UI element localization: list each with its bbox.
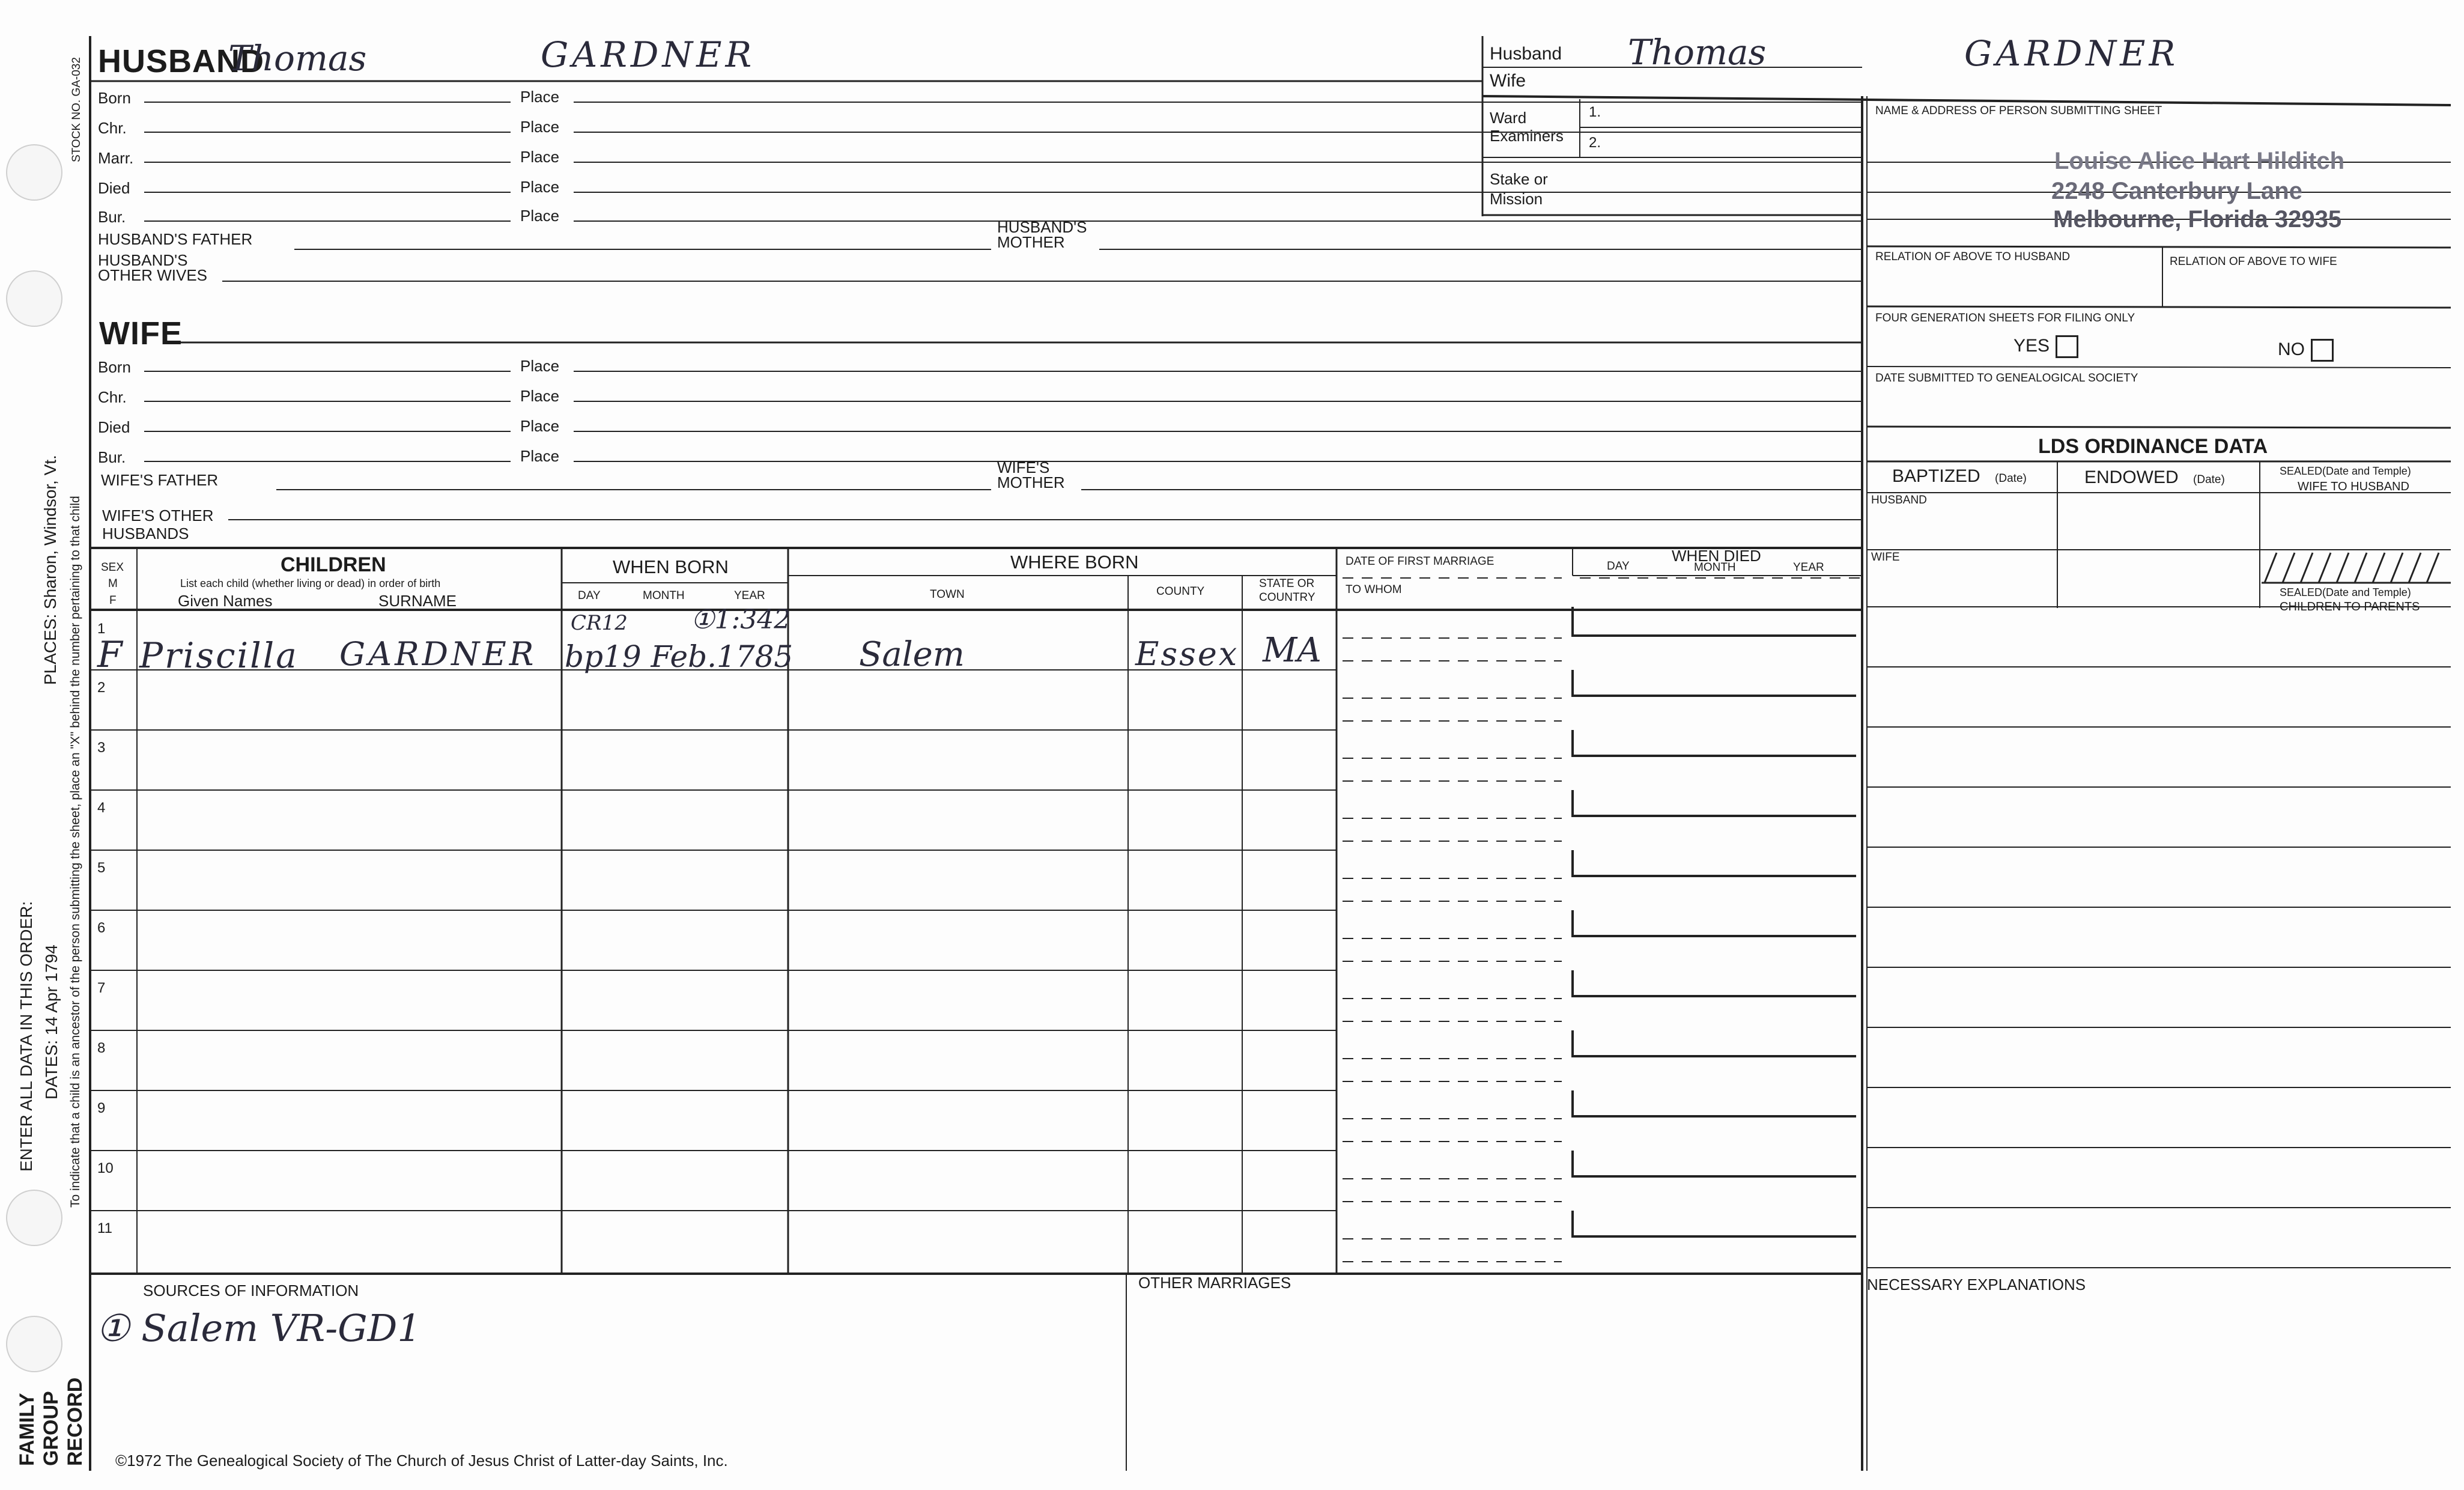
husband-heading: HUSBAND bbox=[98, 43, 264, 79]
submitter-label: NAME & ADDRESS OF PERSON SUBMITTING SHEET bbox=[1875, 105, 2162, 117]
died-day-header: DAY bbox=[1607, 560, 1630, 573]
husband-bur-place-label: Place bbox=[520, 207, 560, 225]
child1-town[interactable]: Salem bbox=[859, 635, 965, 674]
record-title-record: RECORD bbox=[64, 1377, 86, 1466]
stock-number: STOCK NO. GA-032 bbox=[70, 57, 83, 162]
header-husband-given[interactable]: Thomas bbox=[1628, 32, 1767, 73]
husband-other-wives-label-2: OTHER WIVES bbox=[98, 266, 208, 284]
sources-label: SOURCES OF INFORMATION bbox=[143, 1282, 359, 1300]
husband-marr-label: Marr. bbox=[98, 149, 134, 167]
child1-born-date[interactable]: bp19 Feb.1785 bbox=[565, 639, 794, 674]
wife-died-label: Died bbox=[98, 418, 130, 436]
row-number-4: 4 bbox=[97, 800, 106, 816]
died-year-header: YEAR bbox=[1793, 561, 1824, 574]
when-born-header: WHEN BORN bbox=[613, 556, 729, 577]
margin-places: PLACES: Sharon, Windsor, Vt. bbox=[41, 455, 59, 685]
stake-label: Stake or bbox=[1490, 170, 1548, 188]
row-number-6: 6 bbox=[97, 920, 106, 936]
row-number-2: 2 bbox=[97, 680, 106, 696]
husband-chr-place-label: Place bbox=[520, 118, 560, 136]
relation-to-wife-label: RELATION OF ABOVE TO WIFE bbox=[2170, 255, 2337, 268]
children-note: List each child (whether living or dead) in order of birth bbox=[180, 577, 441, 589]
submitter-name: Louise Alice Hart Hilditch bbox=[2054, 148, 2345, 174]
wife-other-husbands-label-2: HUSBANDS bbox=[102, 525, 189, 543]
child1-born-reference[interactable]: ①1:342 bbox=[691, 604, 791, 635]
lds-heading: LDS ORDINANCE DATA bbox=[2038, 435, 2268, 458]
husband-surname[interactable]: GARDNER bbox=[541, 34, 756, 75]
first-marriage-header: DATE OF FIRST MARRIAGE bbox=[1346, 555, 1494, 568]
born-month-header: MONTH bbox=[643, 589, 685, 602]
endowed-label bbox=[2084, 469, 2225, 487]
row-number-7: 7 bbox=[97, 980, 106, 996]
header-husband-surname[interactable]: GARDNER bbox=[1964, 33, 2179, 74]
baptized-text: BAPTIZED bbox=[1892, 466, 1980, 486]
children-header: CHILDREN bbox=[281, 553, 386, 576]
submitter-city: Melbourne, Florida 32935 bbox=[2053, 206, 2342, 233]
sealed-wife-label-1: SEALED(Date and Temple) bbox=[2280, 465, 2411, 477]
wife-heading: WIFE bbox=[99, 315, 183, 351]
where-born-header: WHERE BORN bbox=[1010, 552, 1139, 573]
sealed-wife-label-2: WIFE TO HUSBAND bbox=[2298, 480, 2409, 493]
examiner-2: 2. bbox=[1589, 135, 1601, 151]
husband-given-name[interactable]: Thomas bbox=[228, 38, 367, 79]
margin-instruction: To indicate that a child is an ancestor of the person submitting the sheet, place an "X" behind the number pertaining to that child bbox=[68, 496, 82, 1208]
child1-county[interactable]: Essex bbox=[1135, 635, 1239, 673]
yes-option[interactable] bbox=[2013, 335, 2078, 358]
given-names-header: Given Names bbox=[178, 592, 273, 610]
child1-state[interactable]: MA bbox=[1263, 631, 1322, 670]
record-title-family: FAMILY bbox=[16, 1393, 38, 1466]
other-marriages-label: OTHER MARRIAGES bbox=[1138, 1274, 1291, 1292]
when-died-header: WHEN DIED bbox=[1672, 547, 1761, 565]
born-year-header: YEAR bbox=[734, 589, 765, 602]
to-whom-header: TO WHOM bbox=[1346, 583, 1402, 596]
margin-enter-data: ENTER ALL DATA IN THIS ORDER: bbox=[17, 901, 35, 1172]
baptized-label bbox=[1892, 467, 2027, 485]
wife-born-place-label: Place bbox=[520, 357, 560, 375]
baptized-date-tag: (Date) bbox=[1995, 472, 2027, 485]
husband-father-label: HUSBAND'S FATHER bbox=[98, 230, 253, 248]
row-number-1: 1 bbox=[97, 621, 106, 637]
wife-mother-label-1: WIFE'S bbox=[997, 458, 1050, 476]
husband-mother-label-1: HUSBAND'S bbox=[997, 218, 1087, 236]
town-header: TOWN bbox=[930, 588, 965, 601]
sex-m: M bbox=[108, 577, 118, 590]
died-month-header: MONTH bbox=[1694, 561, 1736, 574]
submitter-street: 2248 Canterbury Lane bbox=[2051, 178, 2302, 204]
examiners-label: Examiners bbox=[1490, 127, 1564, 145]
wife-other-husbands-label-1: WIFE'S OTHER bbox=[102, 506, 214, 525]
child1-sex[interactable]: F bbox=[97, 634, 123, 676]
child1-born-note[interactable]: CR12 bbox=[571, 611, 628, 635]
husband-marr-place-label: Place bbox=[520, 148, 560, 166]
endowed-text: ENDOWED bbox=[2084, 467, 2179, 487]
wife-bur-place-label: Place bbox=[520, 447, 560, 465]
four-generation-label: FOUR GENERATION SHEETS FOR FILING ONLY bbox=[1875, 312, 2135, 324]
row-number-10: 10 bbox=[97, 1160, 114, 1176]
no-option[interactable] bbox=[2278, 339, 2334, 362]
yes-checkbox[interactable] bbox=[2056, 335, 2078, 358]
ward-label: Ward bbox=[1490, 109, 1527, 127]
surname-header: SURNAME bbox=[378, 592, 457, 610]
wife-chr-place-label: Place bbox=[520, 387, 560, 405]
county-header: COUNTY bbox=[1156, 585, 1205, 598]
wife-chr-label: Chr. bbox=[98, 388, 127, 406]
lds-wife-label: WIFE bbox=[1871, 551, 1900, 564]
wife-bur-label: Bur. bbox=[98, 448, 126, 466]
husband-bur-label: Bur. bbox=[98, 208, 126, 226]
no-checkbox[interactable] bbox=[2311, 339, 2334, 362]
record-title-group: GROUP bbox=[40, 1391, 62, 1466]
sex-header: SEX bbox=[101, 561, 124, 574]
state-header-2: COUNTRY bbox=[1259, 591, 1315, 604]
row-number-3: 3 bbox=[97, 740, 106, 756]
yes-label: YES bbox=[2013, 335, 2050, 356]
row-number-11: 11 bbox=[97, 1220, 112, 1236]
child1-surname[interactable]: GARDNER bbox=[339, 635, 537, 673]
husband-born-place-label: Place bbox=[520, 88, 560, 106]
margin-dates: DATES: 14 Apr 1794 bbox=[42, 944, 61, 1099]
sources-text[interactable]: ① Salem VR-GD1 bbox=[96, 1306, 421, 1350]
lds-husband-label: HUSBAND bbox=[1871, 494, 1927, 506]
husband-chr-label: Chr. bbox=[98, 119, 127, 137]
wife-mother-label-2: MOTHER bbox=[997, 473, 1065, 491]
no-label: NO bbox=[2278, 339, 2305, 359]
row-number-5: 5 bbox=[97, 860, 106, 876]
necessary-explanations-label: NECESSARY EXPLANATIONS bbox=[1867, 1276, 2086, 1294]
wife-died-place-label: Place bbox=[520, 417, 560, 435]
header-wife-label: Wife bbox=[1490, 71, 1526, 91]
sealed-children-label-1: SEALED(Date and Temple) bbox=[2280, 586, 2411, 598]
relation-to-husband-label: RELATION OF ABOVE TO HUSBAND bbox=[1875, 251, 2071, 263]
mission-label: Mission bbox=[1490, 190, 1543, 208]
state-header-1: STATE OR bbox=[1259, 577, 1315, 590]
examiner-1: 1. bbox=[1589, 104, 1601, 120]
husband-other-wives-label-1: HUSBAND'S bbox=[98, 251, 188, 269]
row-number-8: 8 bbox=[97, 1040, 106, 1056]
wife-born-label: Born bbox=[98, 358, 131, 376]
husband-born-label: Born bbox=[98, 89, 131, 107]
copyright-text: ©1972 The Genealogical Society of The Church of Jesus Christ of Latter-day Saints, Inc. bbox=[115, 1452, 728, 1470]
wife-father-label: WIFE'S FATHER bbox=[101, 471, 219, 489]
row-number-9: 9 bbox=[97, 1100, 106, 1116]
date-submitted-label: DATE SUBMITTED TO GENEALOGICAL SOCIETY bbox=[1875, 372, 2138, 385]
sealed-children-label-2: CHILDREN TO PARENTS bbox=[2280, 600, 2420, 613]
husband-died-label: Died bbox=[98, 179, 130, 197]
endowed-date-tag: (Date) bbox=[2193, 473, 2225, 486]
born-day-header: DAY bbox=[578, 589, 601, 602]
husband-mother-label-2: MOTHER bbox=[997, 233, 1065, 251]
sex-f: F bbox=[109, 594, 117, 607]
header-husband-label: Husband bbox=[1490, 44, 1562, 64]
husband-died-place-label: Place bbox=[520, 178, 560, 196]
child1-given-name[interactable]: Priscilla bbox=[139, 635, 299, 676]
